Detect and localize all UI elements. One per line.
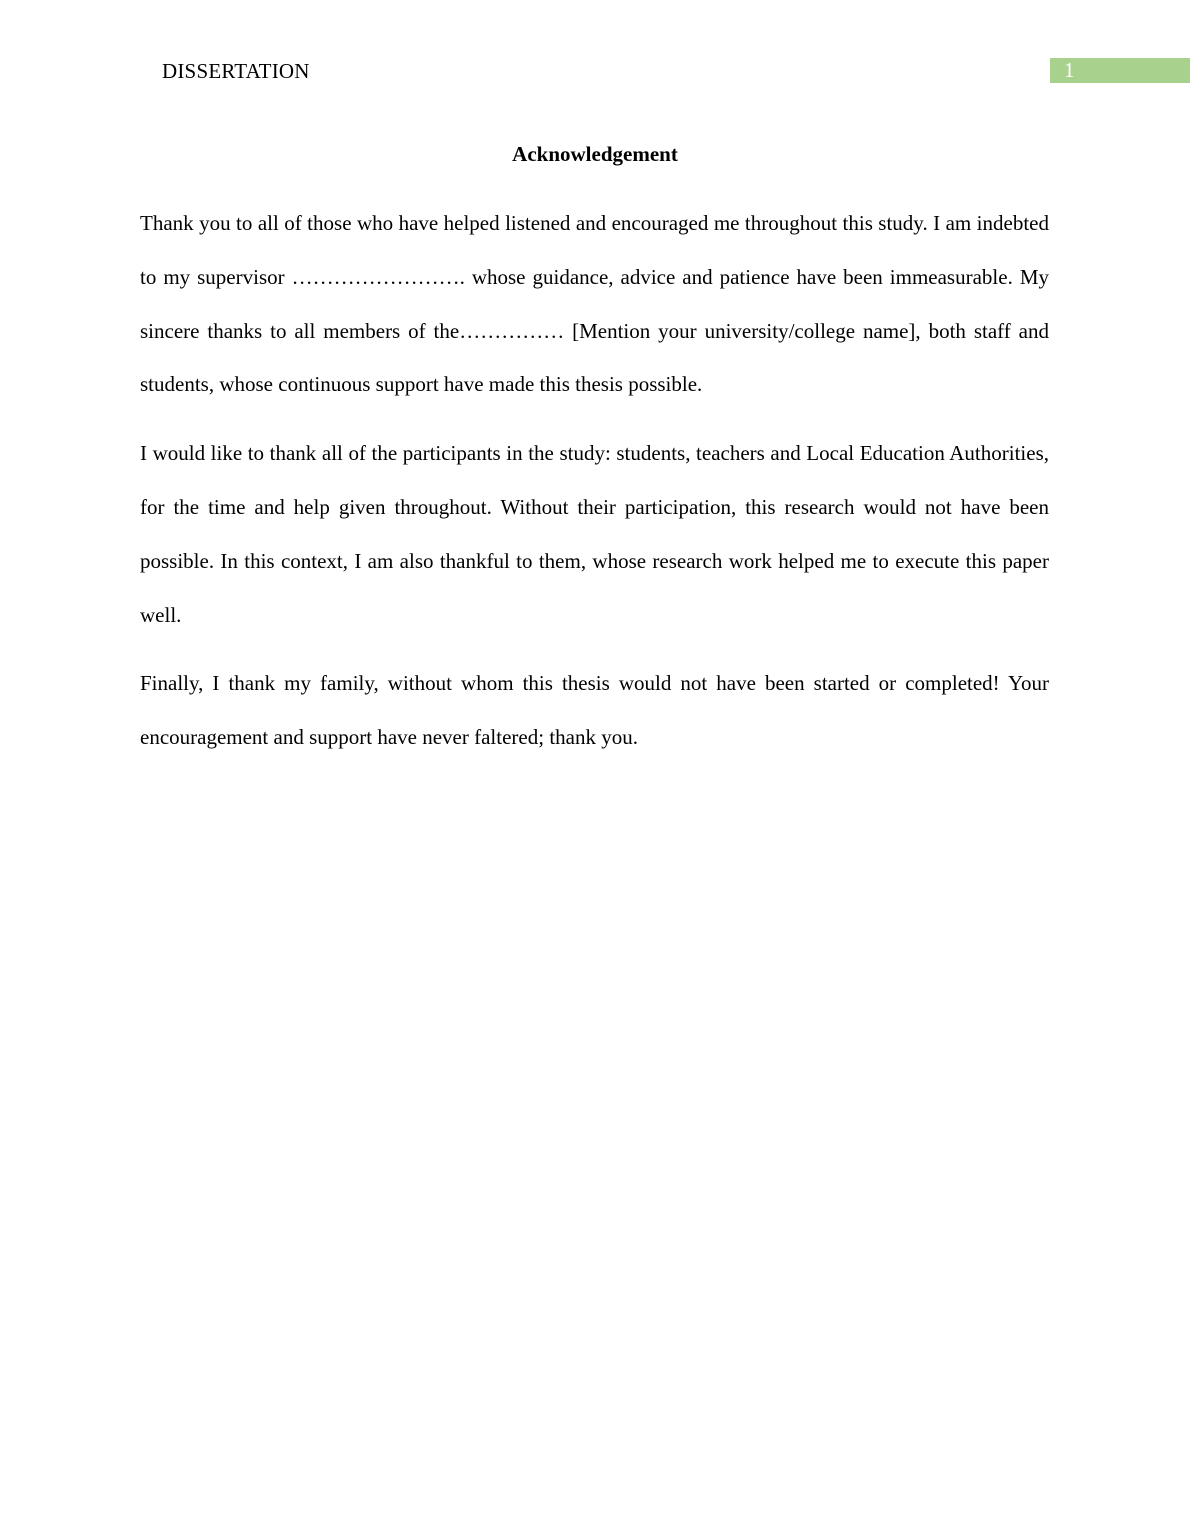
page-title: Acknowledgement [512, 142, 678, 166]
page-number-badge [1050, 58, 1190, 83]
paragraph-2: I would like to thank all of the participants in the study: students, teachers and Local Education Authorities, for the time and help given throughout. Without their participation, this research would not have been possible. In this context, I am also thankful to them, whose research work helped me to execute this paper well. [140, 441, 1049, 627]
page-number: 1 [1064, 58, 1075, 82]
document-body [140, 197, 1049, 780]
running-header-title: DISSERTATION [162, 59, 310, 83]
paragraph-3: Finally, I thank my family, without whom this thesis would not have been started or completed! Your encouragement and support have never faltered; thank you. [140, 671, 1049, 750]
paragraph-1: Thank you to all of those who have helped listened and encouraged me throughout this study. I am indebted to my supervisor ……………………. whose guidance, advice and patience have been immeasurable. My sincere thanks to all members of the…………… [Mention your university/college name], both staff and students, whose continuous support have made this thesis possible. [140, 211, 1049, 397]
